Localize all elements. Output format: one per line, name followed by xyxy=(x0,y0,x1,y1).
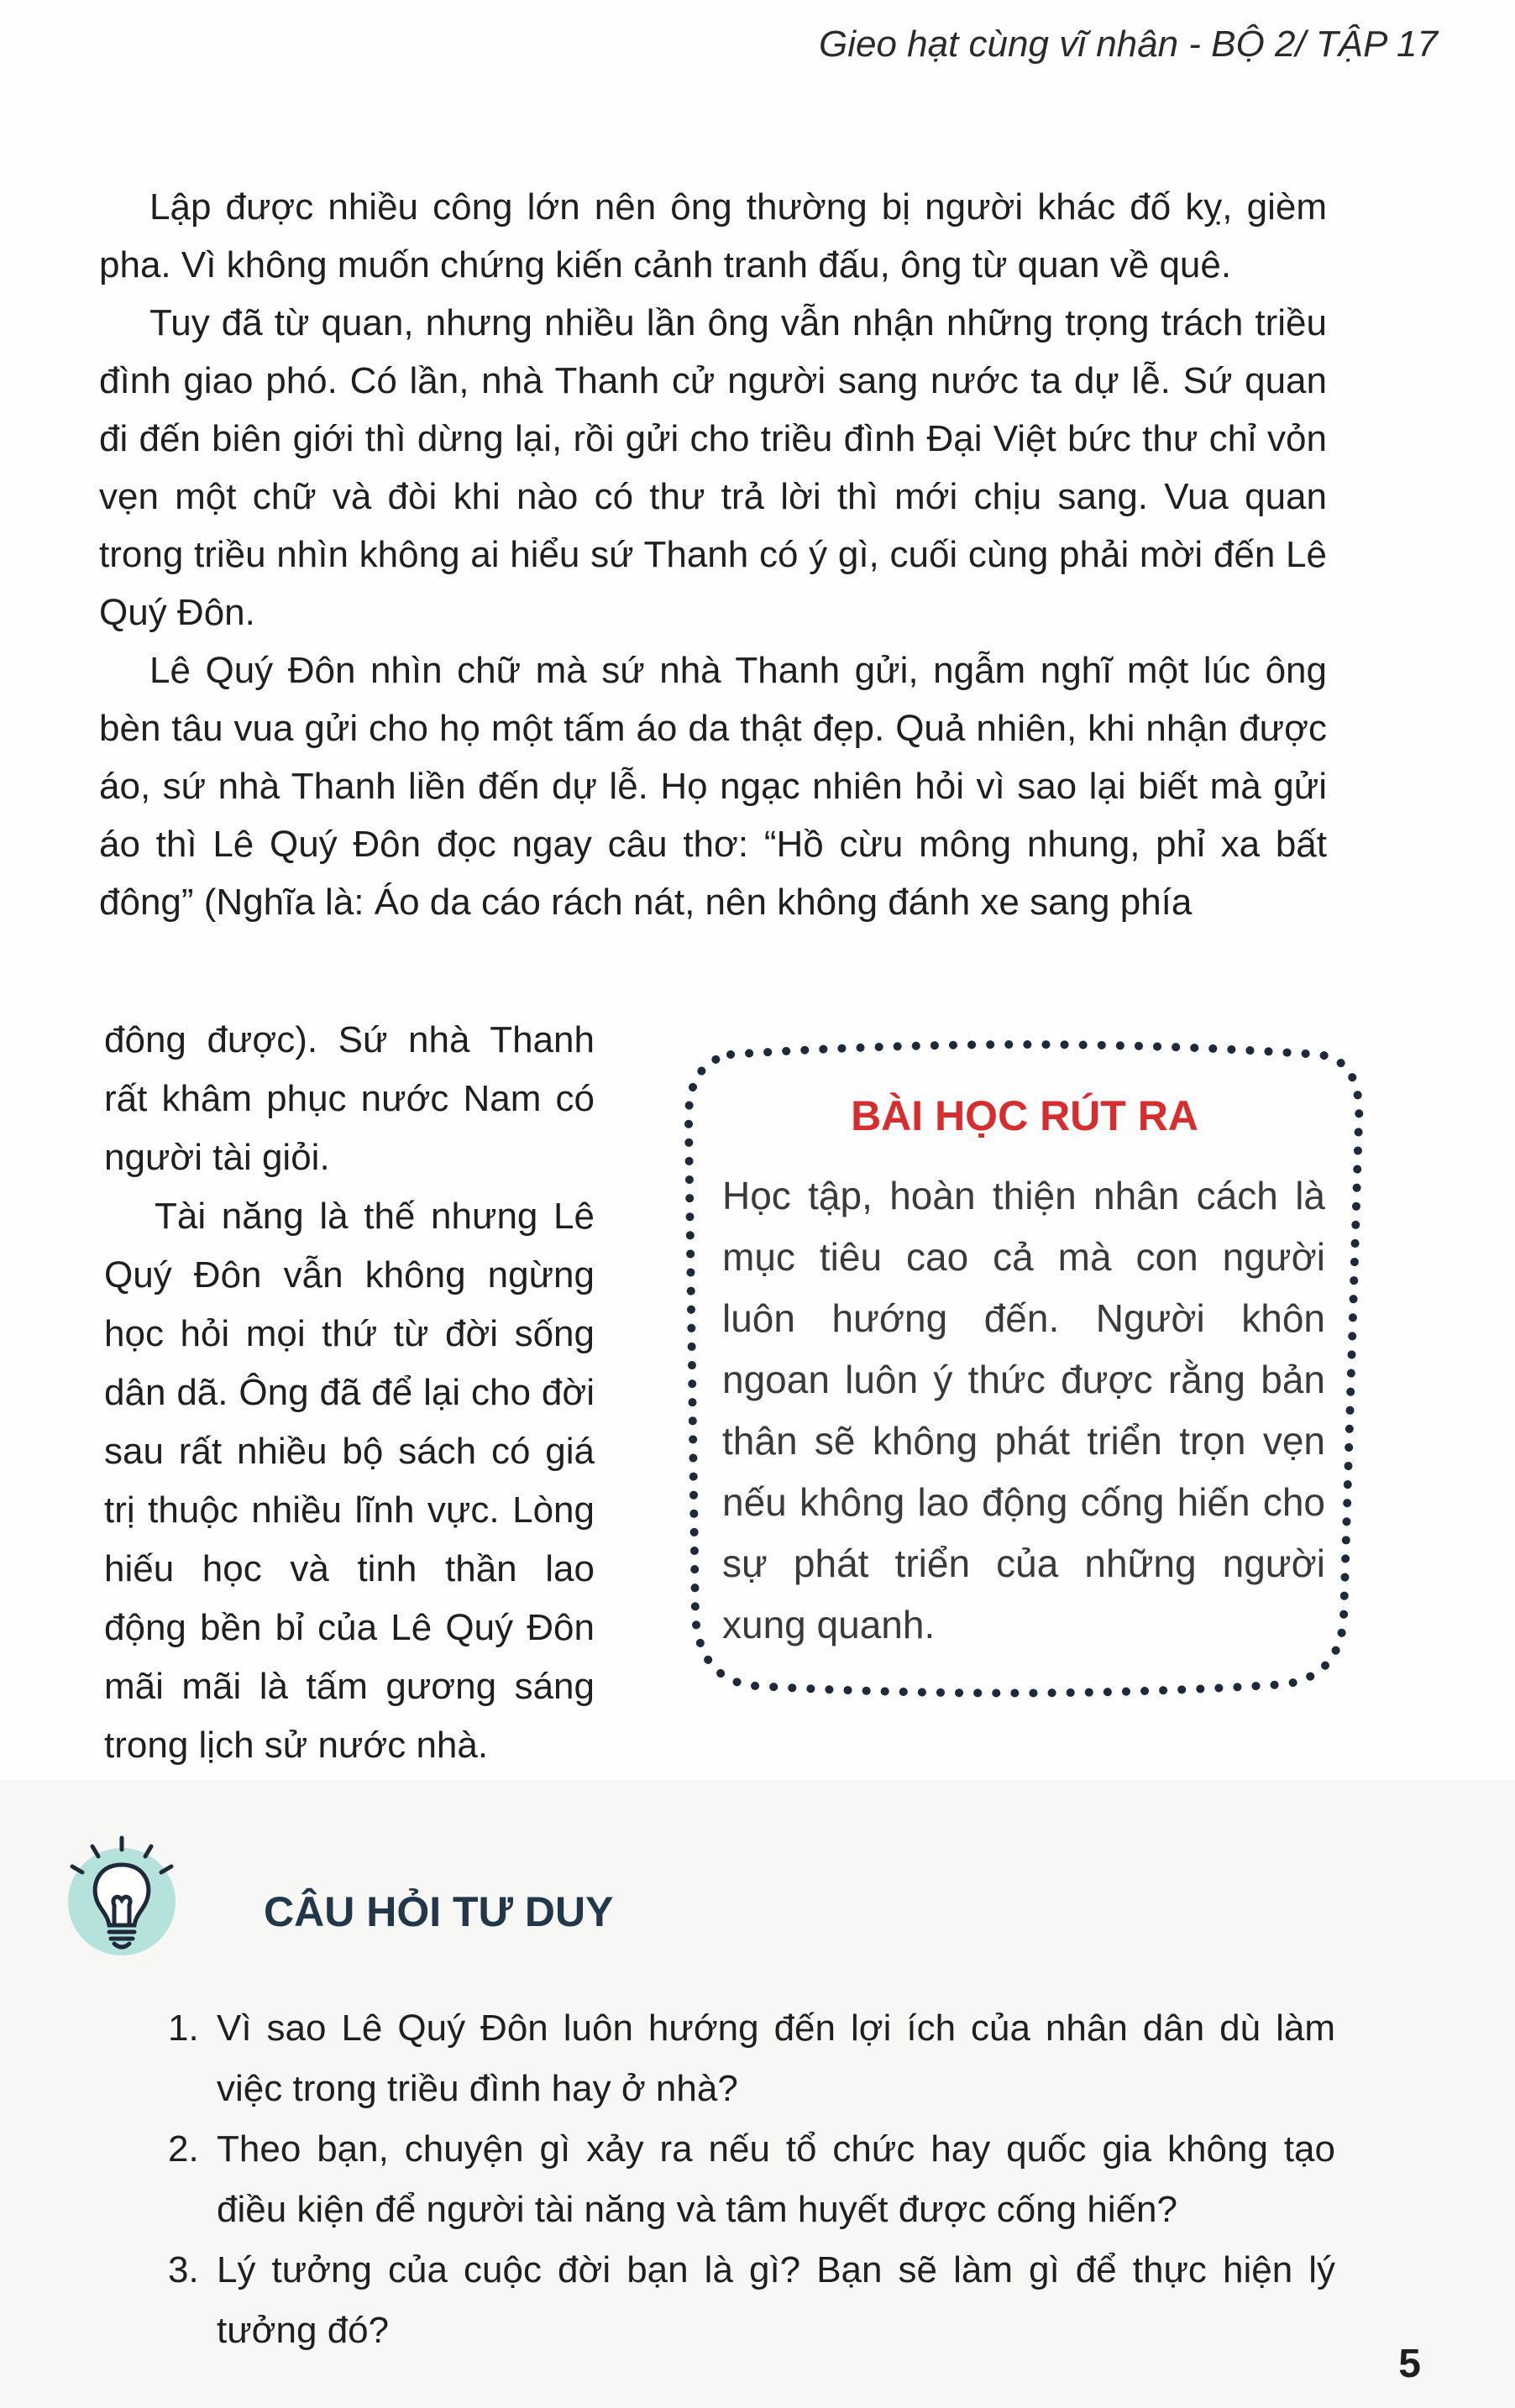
lesson-box xyxy=(672,1029,1377,1708)
question-item xyxy=(168,1998,1335,2119)
page-number: 5 xyxy=(1398,2342,1421,2386)
paragraph-3-continuation: đông được). Sứ nhà Thanh rất khâm phục nước Nam có người tài giỏi. xyxy=(104,1019,595,1178)
lesson-text: Học tập, hoàn thiện nhân cách là mục tiêu cao cả mà con người luôn hướng đến. Người khôn ngoan luôn ý thức được rằng bản thân sẽ không phát triển trọn vẹn nếu không lao động cống hiến cho sự phát triển của những người xung quanh. xyxy=(722,1174,1325,1646)
question-text: Theo bạn, chuyện gì xảy ra nếu tổ chức hay quốc gia không tạo điều kiện để người tài năng và tâm huyết được cống hiến? xyxy=(217,2128,1335,2230)
question-text: Vì sao Lê Quý Đôn luôn hướng đến lợi ích của nhân dân dù làm việc trong triều đình hay ở nhà? xyxy=(217,2008,1335,2109)
lightbulb-icon xyxy=(59,1835,185,1960)
paragraph-3: Lê Quý Đôn nhìn chữ mà sứ nhà Thanh gửi, ngẫm nghĩ một lúc ông bèn tâu vua gửi cho họ một tấm áo da thật đẹp. Quả nhiên, khi nhận được áo, sứ nhà Thanh liền đến dự lễ. Họ ngạc nhiên hỏi vì sao lại biết mà gửi áo thì Lê Quý Đôn đọc ngay câu thơ: “Hồ cừu mông nhung, phỉ xa bất đông” (Nghĩa là: Áo da cáo rách nát, nên không đánh xe sang phía xyxy=(99,650,1327,923)
question-item xyxy=(168,2119,1335,2240)
question-number: 2. xyxy=(168,2128,199,2170)
paragraph-2: Tuy đã từ quan, nhưng nhiều lần ông vẫn nhận những trọng trách triều đình giao phó. Có lần, nhà Thanh cử người sang nước ta dự lễ. Sứ quan đi đến biên giới thì dừng lại, rồi gửi cho triều đình Đại Việt bức thư chỉ vỏn vẹn một chữ và đòi khi nào có thư trả lời thì mới chịu sang. Vua quan trong triều nhìn không ai hiểu sứ Thanh có ý gì, cuối cùng phải mời đến Lê Quý Đôn. xyxy=(99,302,1327,633)
main-body-text xyxy=(99,178,1327,931)
question-number: 1. xyxy=(168,2008,199,2049)
paragraph-1: Lập được nhiều công lớn nên ông thường bị người khác đố kỵ, gièm pha. Vì không muốn chứng kiến cảnh tranh đấu, ông từ quan về quê. xyxy=(99,186,1327,285)
questions-title: CÂU HỎI TƯ DUY xyxy=(264,1888,614,1935)
question-number: 3. xyxy=(168,2249,199,2290)
question-text: Lý tưởng của cuộc đời bạn là gì? Bạn sẽ làm gì để thực hiện lý tưởng đó? xyxy=(217,2249,1335,2351)
lesson-title: BÀI HỌC RÚT RA xyxy=(851,1092,1198,1139)
questions-list xyxy=(168,1998,1335,2361)
running-header: Gieo hạt cùng vĩ nhân - BỘ 2/ TẬP 17 xyxy=(819,24,1438,65)
paragraph-4: Tài năng là thế nhưng Lê Quý Đôn vẫn không ngừng học hỏi mọi thứ từ đời sống dân dã. Ông đã để lại cho đời sau rất nhiều bộ sách có giá trị thuộc nhiều lĩnh vực. Lòng hiếu học và tinh thần lao động bền bỉ của Lê Quý Đôn mãi mãi là tấm gương sáng trong lịch sử nước nhà. xyxy=(104,1196,595,1766)
question-item xyxy=(168,2240,1335,2361)
left-column-text xyxy=(104,1011,595,1775)
